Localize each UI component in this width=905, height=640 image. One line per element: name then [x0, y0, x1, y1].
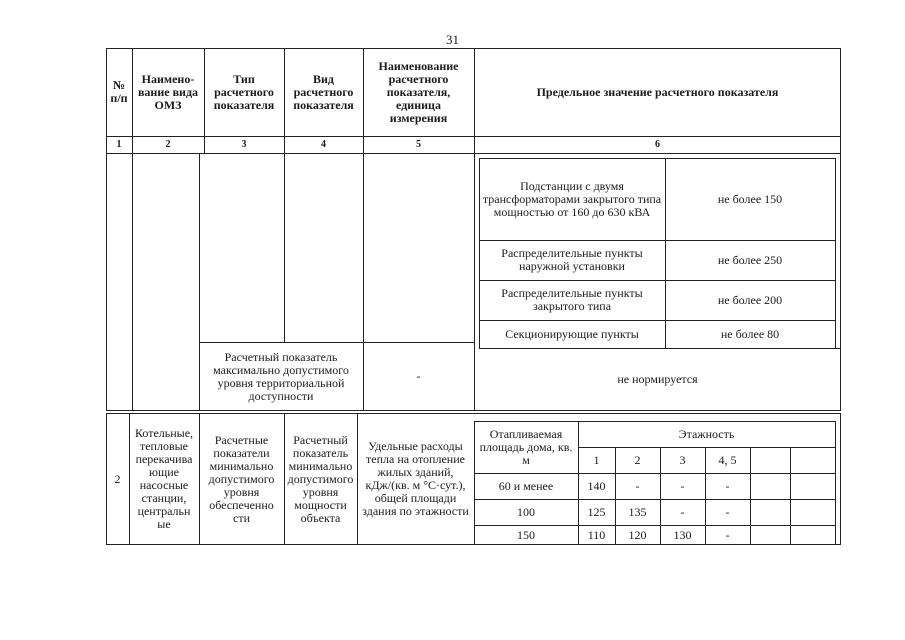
- row2-indicator-name: Удельные расходы тепла на отопление жилых зданий, кДж/(кв. м °С·сут.), общей площади здания по этажности: [362, 439, 469, 518]
- substation-name-2: Распределительные пункты наружной установки: [501, 246, 643, 273]
- floor-col-3: 3: [679, 452, 686, 467]
- table-cell: 110: [587, 527, 606, 542]
- header-omz: Наимено-вание вида ОМЗ: [137, 71, 199, 112]
- access-value: не нормируется: [617, 372, 698, 386]
- table-cell: -: [725, 504, 730, 519]
- floor-col-5: [750, 447, 790, 473]
- col-number-6: 6: [655, 139, 660, 150]
- col-number-2: 2: [165, 139, 171, 150]
- table-cell: 125: [587, 504, 606, 519]
- floor-col-4: 4, 5: [718, 452, 737, 467]
- page-number: 31: [446, 32, 459, 47]
- table-cell: -: [725, 478, 730, 493]
- header-num: № п/п: [110, 78, 128, 105]
- area-header: Отапливаемая площадь дома, кв. м: [479, 426, 573, 467]
- col-number-4: 4: [321, 139, 326, 150]
- row2-kind: Расчетный показатель минимально допустимого уровня мощности объекта: [287, 432, 354, 525]
- row2-omz: Котельные, тепловые перекачива ющие насосные станции, центральн ые: [134, 426, 194, 531]
- table-cell: -: [680, 504, 685, 519]
- table-cell: -: [725, 527, 730, 542]
- substation-name-1: Подстанции с двумя трансформаторами закрытого типа мощностью от 160 до 630 кВА: [482, 178, 662, 219]
- access-unit: -: [416, 369, 421, 383]
- row2-num: 2: [114, 471, 121, 486]
- header-name: Наименование расчетного показателя, единица измерения: [378, 58, 459, 125]
- table-cell: -: [680, 478, 685, 493]
- substation-name-4: Секционирующие пункты: [505, 326, 639, 341]
- table-cell: 120: [628, 527, 647, 542]
- table-row-area: 150: [517, 527, 535, 542]
- header-type: Тип расчетного показателя: [213, 71, 275, 112]
- substation-value-2: не более 250: [717, 252, 783, 267]
- header-limit-value: Предельное значение расчетного показателя: [536, 84, 779, 99]
- substation-name-3: Распределительные пункты закрытого типа: [501, 286, 643, 313]
- floor-col-1: 1: [593, 452, 600, 467]
- table-cell: 130: [673, 527, 692, 542]
- substation-value-3: не более 200: [717, 292, 783, 307]
- table-cell: 140: [587, 478, 606, 493]
- substation-value-4: не более 80: [720, 326, 780, 341]
- access-label: Расчетный показатель максимально допустимого уровня территориальной доступности: [213, 349, 349, 403]
- col-number-5: 5: [416, 139, 421, 150]
- table-row-area: 60 и менее: [498, 478, 554, 493]
- table-cell: -: [635, 478, 640, 493]
- table-row-area: 100: [517, 504, 535, 519]
- floor-col-6: [790, 447, 835, 473]
- substation-value-1: не более 150: [717, 191, 783, 206]
- header-kind: Вид расчетного показателя: [293, 71, 354, 112]
- col-number-1: 1: [116, 139, 122, 150]
- row2-type: Расчетные показатели минимально допустимого уровня обеспеченно сти: [208, 432, 275, 525]
- col-number-3: 3: [241, 139, 247, 150]
- floors-header: Этажность: [678, 426, 735, 441]
- floor-col-2: 2: [634, 452, 641, 467]
- table-cell: 135: [628, 504, 647, 519]
